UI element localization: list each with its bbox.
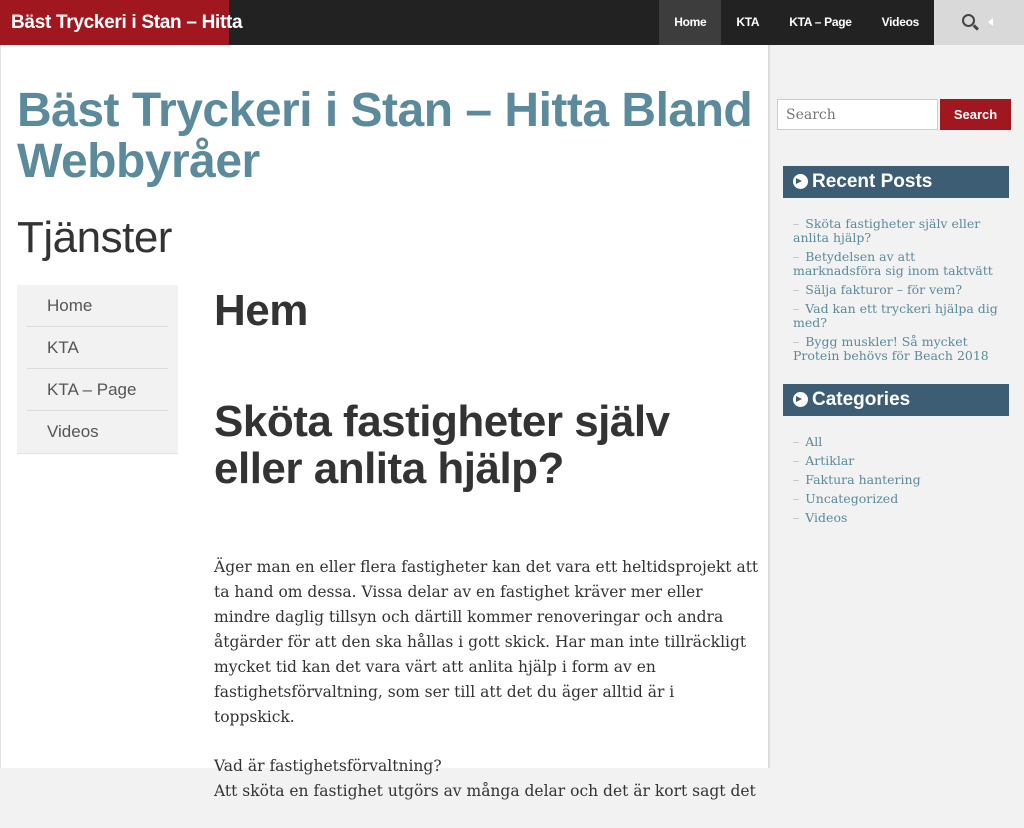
category-link[interactable]: Artiklar xyxy=(805,453,855,468)
search-button[interactable]: Search xyxy=(940,99,1011,130)
list-item: – Uncategorized xyxy=(793,491,899,506)
list-item: – All xyxy=(793,434,823,449)
top-nav-videos[interactable]: Videos xyxy=(881,15,919,29)
search-icon xyxy=(962,14,975,27)
list-item: – Faktura hantering xyxy=(793,472,921,487)
side-menu-kta-page[interactable]: KTA – Page xyxy=(27,369,168,411)
recent-posts-list xyxy=(793,217,1003,368)
category-link[interactable]: Faktura hantering xyxy=(805,472,921,487)
page-title: Hem xyxy=(214,286,308,335)
recent-post-link[interactable]: Bygg muskler! Så mycket Protein behövs för Beach 2018 xyxy=(793,334,989,363)
arrow-circle-right-icon xyxy=(793,174,808,189)
category-link[interactable]: Uncategorized xyxy=(805,491,899,506)
widget-title-label: Categories xyxy=(812,389,911,410)
category-link[interactable]: Videos xyxy=(805,510,848,525)
top-nav xyxy=(659,0,934,45)
search-toggle-button[interactable] xyxy=(934,0,1024,45)
list-item: – Artiklar xyxy=(793,453,855,468)
list-item: – Bygg muskler! Så mycket Protein behövs för Beach 2018 xyxy=(793,334,989,363)
site-title[interactable]: Bäst Tryckeri i Stan – Hitta Bland Webbyråer xyxy=(17,84,753,188)
post-paragraph: Äger man en eller flera fastigheter kan det vara ett heltidsprojekt att ta hand om dessa. Vissa delar av en fastighet kräver mer eller mindre daglig tillsyn och därtill kommer renoveringar och andra åtgärder för att den ska hållas i gott skick. Har man inte tillräckligt mycket tid kan det vara värt att anlita hjälp i form av en fastighetsförvaltning, som ser till att det du äger alltid är i toppskick. xyxy=(214,558,759,726)
categories-list xyxy=(793,435,1003,530)
post-subheading: Vad är fastighetsförvaltning? xyxy=(214,757,442,775)
side-menu-kta[interactable]: KTA xyxy=(27,327,168,369)
brand-link[interactable]: Bäst Tryckeri i Stan – Hitta xyxy=(0,0,229,45)
recent-post-link[interactable]: Sälja fakturor – för vem? xyxy=(805,282,963,297)
top-nav-kta-page[interactable]: KTA – Page xyxy=(789,15,852,29)
top-navbar xyxy=(0,0,1024,45)
caret-left-icon xyxy=(988,18,993,26)
list-item: – Vad kan ett tryckeri hjälpa dig med? xyxy=(793,301,998,330)
widget-title-label: Recent Posts xyxy=(812,171,933,192)
arrow-circle-right-icon xyxy=(793,392,808,407)
recent-posts-title xyxy=(783,166,1009,198)
side-menu-home[interactable]: Home xyxy=(27,285,168,327)
sidebar xyxy=(771,45,1024,768)
recent-post-link[interactable]: Vad kan ett tryckeri hjälpa dig med? xyxy=(793,301,998,330)
main-content xyxy=(0,45,768,800)
recent-post-link[interactable]: Betydelsen av att marknadsföra sig inom taktvätt xyxy=(793,249,993,278)
recent-post-link[interactable]: Sköta fastigheter själv eller anlita hjälp? xyxy=(793,216,981,245)
top-nav-home[interactable]: Home xyxy=(659,0,721,45)
post-title[interactable]: Sköta fastigheter själv eller anlita hjälp? xyxy=(214,397,670,493)
list-item: – Betydelsen av att marknadsföra sig inom taktvätt xyxy=(793,249,993,278)
post-body xyxy=(214,555,759,828)
categories-title xyxy=(783,384,1009,416)
side-menu xyxy=(17,285,178,454)
category-link[interactable]: All xyxy=(805,434,823,449)
post-paragraph: Att sköta en fastighet utgörs av många delar och det är kort sagt det xyxy=(214,782,756,800)
side-menu-videos[interactable]: Videos xyxy=(47,422,99,441)
list-item: – Sköta fastigheter själv eller anlita hjälp? xyxy=(793,216,981,245)
list-item: – Sälja fakturor – för vem? xyxy=(793,282,963,297)
list-item: – Videos xyxy=(793,510,848,525)
search-input[interactable] xyxy=(777,99,938,130)
site-description: Tjänster xyxy=(17,213,172,262)
top-nav-kta[interactable]: KTA xyxy=(736,15,760,29)
